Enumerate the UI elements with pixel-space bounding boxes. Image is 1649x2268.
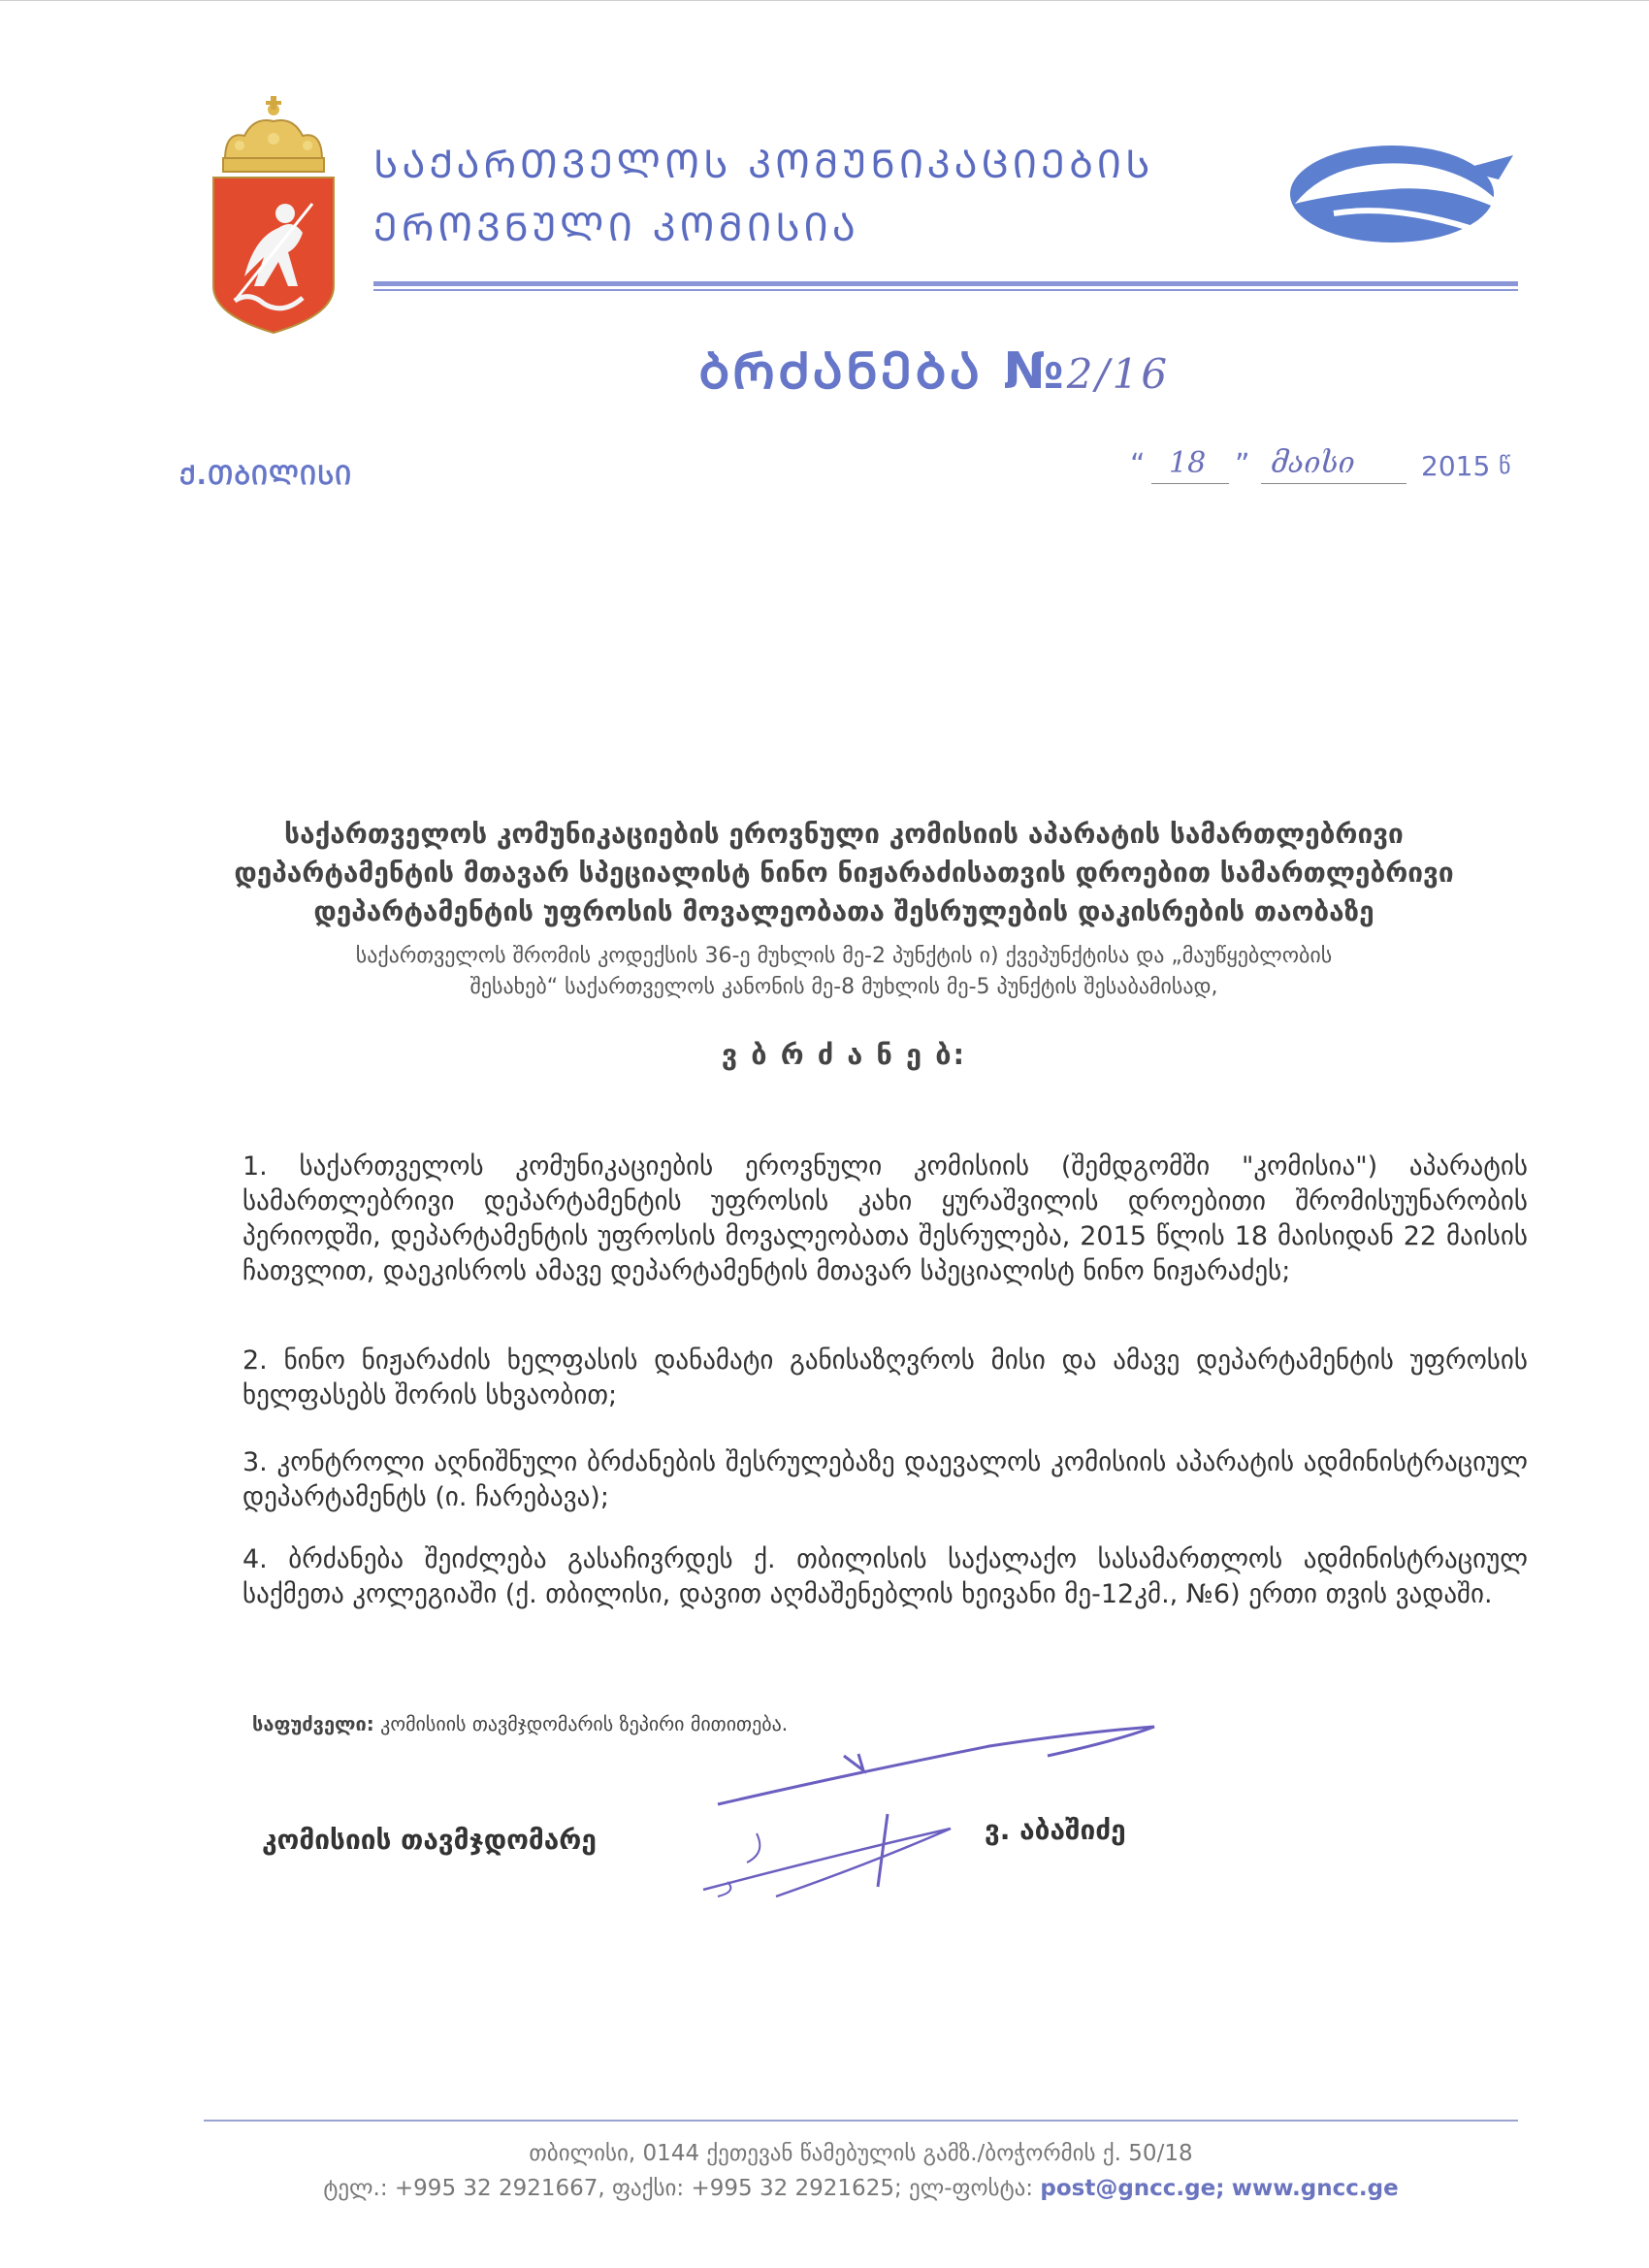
legal-basis [194, 941, 1494, 1003]
footer-rule [204, 2120, 1518, 2122]
date-open-quote: “ [1130, 448, 1146, 482]
fax-number: +995 32 2921625; [691, 2176, 902, 2201]
email-label: ელ-ფოსტა: [909, 2176, 1034, 2201]
order-title-label: ᲑᲠᲫᲐᲜᲔᲑᲐ № [698, 342, 1067, 401]
subject-line: დეპარტამენტის მთავარ სპეციალისტ ნინო ნიჟარაძისათვის დროებით სამართლებრივი [234, 857, 1454, 889]
top-border [0, 0, 1649, 1]
order-paragraph-2: 2. ნინო ნიჟარაძის ხელფასის დანამატი განისაზღვროს მისი და ამავე დეპარტამენტის უფროსის ხელფასებს შორის სხვაობით; [242, 1345, 1528, 1410]
header-rule-thin [373, 289, 1518, 291]
email-link[interactable]: post@gncc.ge; [1040, 2176, 1225, 2201]
basis-line: საქართველოს შრომის კოდექსის 36-ე მუხლის მე-2 პუნქტის ი) ქვეპუნქტისა და „მაუწყებლობის [355, 944, 1333, 968]
footer-address: თბილისი, 0144 ქეთევან წამებულის გამზ./ბოჭორმის ქ. 50/18 [529, 2141, 1193, 2166]
order-word: ვ ბ რ ძ ა ნ ე ბ: [721, 1038, 967, 1071]
signatory-role: კომისიის თავმჯდომარე [262, 1824, 597, 1856]
fax-label: ფაქსი: [612, 2176, 685, 2201]
date-close-quote: ” [1235, 448, 1250, 482]
order-number: 2/16 [1066, 350, 1171, 398]
phone-number: +995 32 2921667, [394, 2176, 605, 2201]
date-year-suffix: წ [1499, 452, 1511, 479]
ground-label: საფუძველი: [252, 1712, 374, 1735]
city-label: Ქ.ᲗᲑᲘᲚᲘᲡᲘ [179, 461, 353, 491]
signature-ink [698, 1717, 1164, 1901]
date-line [1130, 448, 1518, 492]
date-month-underline [1261, 483, 1406, 484]
ground-text: კომისიის თავმჯდომარის ზეპირი მითითება. [380, 1712, 789, 1735]
header-rule-thick [373, 281, 1518, 286]
footer-contacts [204, 2171, 1518, 2206]
subject-line: დეპარტამენტის უფროსის მოვალეობათა შესრულების დაკისრების თაობაზე [313, 895, 1374, 927]
org-name-line2: ᲔᲠᲝᲕᲜᲣᲚᲘ ᲙᲝᲛᲘᲡᲘᲐ [373, 206, 859, 250]
order-subject [155, 815, 1533, 931]
phone-label: ტელ.: [323, 2176, 388, 2201]
gncc-logo-icon [1276, 136, 1518, 247]
website-link[interactable]: www.gncc.ge [1231, 2176, 1399, 2201]
date-day-underline [1151, 483, 1229, 484]
order-paragraph-3: 3. კონტროლი აღნიშნული ბრძანების შესრულებაზე დაევალოს კომისიის აპარატის ადმინისტრაციულ დეპარტამენტს (ი. ჩარებავა); [242, 1447, 1528, 1512]
footer [204, 2136, 1518, 2206]
date-day: 18 [1169, 446, 1207, 480]
order-paragraph-1: 1. საქართველოს კომუნიკაციების ეროვნული კომისიის (შემდგომში "კომისია") აპარატის სამართლებრივი დეპარტამენტის უფროსის კახი ყურაშვილის დროებითი შრომისუუნარობის პერიოდში, დეპარტამენტის უფროსის მოვალეობათა შესრულება, 2015 წლის 18 მაისიდან 22 მაისის ჩათვლით, დაეკისროს ამავე დეპარტამენტის მთავარ სპეციალისტ ნინო ნიჟარაძეს; [242, 1151, 1528, 1286]
georgia-coat-of-arms-icon [206, 92, 341, 335]
order-title [698, 335, 1170, 404]
date-month: მაისი [1271, 446, 1355, 480]
basis-line: შესახებ“ საქართველოს კანონის მე-8 მუხლის მე-5 პუნქტის შესაბამისად, [469, 975, 1218, 999]
signatory-name: ვ. აბაშიძე [985, 1814, 1126, 1846]
org-name-line1: ᲡᲐᲥᲐᲠᲗᲕᲔᲚᲝᲡ ᲙᲝᲛᲣᲜᲘᲙᲐᲪᲘᲔᲑᲘᲡ [373, 143, 1154, 187]
date-year: 2015 [1421, 450, 1491, 482]
order-paragraph-4: 4. ბრძანება შეიძლება გასაჩივრდეს ქ. თბილისის საქალაქო სასამართლოს ადმინისტრაციულ საქმეთა კოლეგიაში (ქ. თბილისი, დავით აღმაშენებლის ხეივანი მე-12კმ., №6) ერთი თვის ვადაში. [242, 1544, 1528, 1609]
subject-line: საქართველოს კომუნიკაციების ეროვნული კომისიის აპარატის სამართლებრივი [284, 818, 1404, 850]
